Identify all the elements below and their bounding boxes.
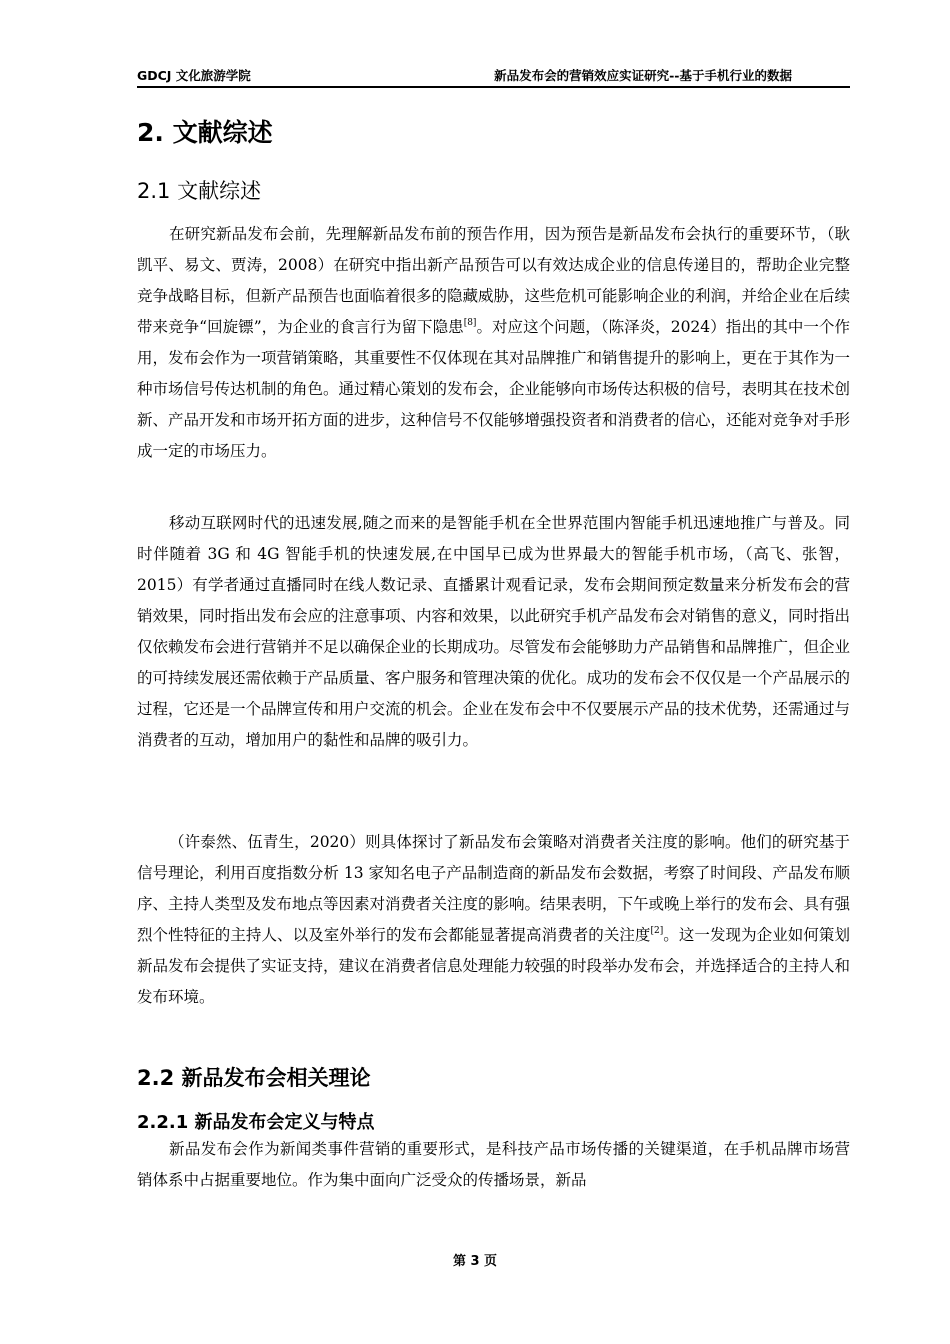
paragraph-1-text-continued: 。对应这个问题，（陈泽炎，2024）指出的其中一个作用，发布会作为一项营销策略，其重要性不仅体现在其对品牌推广和销售提升的影响上，更在于其作为一种市场信号传达机制的角色。通过精心策划的发布会，企业能够向市场传达积极的信号，表明其在技术创新、产品开发和市场开拓方面的进步，这种信号不仅能够增强投资者和消费者的信心，还能对竞争对手形成一定的市场压力。 xyxy=(137,318,851,460)
subsubsection-title-2-2-1: 2.2.1 新品发布会定义与特点 xyxy=(137,1112,375,1133)
header-paper-title: 新品发布会的营销效应实证研究--基于手机行业的数据 xyxy=(494,68,792,83)
subsection-title-2-2: 2.2 新品发布会相关理论 xyxy=(137,1066,371,1090)
page-header xyxy=(137,64,850,88)
citation-ref-8: [8] xyxy=(463,318,477,328)
citation-ref-2: [2] xyxy=(650,926,664,936)
paragraph-1 xyxy=(137,219,850,467)
section-title: 2. 文献综述 xyxy=(137,118,273,147)
subsection-title-2-1: 2.1 文献综述 xyxy=(137,179,262,203)
paragraph-1-text: 在研究新品发布会前，先理解新品发布前的预告作用，因为预告是新品发布会执行的重要环节，（耿凯平、易文、贾涛，2008）在研究中指出新产品预告可以有效达成企业的信息传递目的，帮助企业完整竞争战略目标，但新产品预告也面临着很多的隐藏威胁，这些危机可能影响企业的利润，并给企业在后续带来竞争“回旋镖”，为企业的食言行为留下隐患 xyxy=(137,225,851,336)
header-institution: GDCJ 文化旅游学院 xyxy=(137,68,251,83)
paragraph-2: 移动互联网时代的迅速发展,随之而来的是智能手机在全世界范围内智能手机迅速地推广与普及。同时伴随着 3G 和 4G 智能手机的快速发展,在中国早已成为世界最大的智能手机市场，（高飞、张智，2015）有学者通过直播同时在线人数记录、直播累计观看记录，发布会期间预定数量来分析发布会的营销效果，同时指出发布会应的注意事项、内容和效果，以此研究手机产品发布会对销售的意义，同时指出仅依赖发布会进行营销并不足以确保企业的长期成功。尽管发布会能够助力产品销售和品牌推广，但企业的可持续发展还需依赖于产品质量、客户服务和管理决策的优化。成功的发布会不仅仅是一个产品展示的过程，它还是一个品牌宣传和用户交流的机会。企业在发布会中不仅要展示产品的技术优势，还需通过与消费者的互动，增加用户的黏性和品牌的吸引力。 xyxy=(137,514,851,749)
paragraph-3-text: （许泰然、伍青生，2020）则具体探讨了新品发布会策略对消费者关注度的影响。他们的研究基于信号理论，利用百度指数分析 13 家知名电子产品制造商的新品发布会数据，考察了时间段、产品发布顺序、主持人类型及发布地点等因素对消费者关注度的影响。结果表明，下午或晚上举行的发布会、具有强烈个性特征的主持人、以及室外举行的发布会都能显著提高消费者的关注度 xyxy=(137,833,851,944)
paragraph-3-text-continued: 。这一发现为企业如何策划新品发布会提供了实证支持，建议在消费者信息处理能力较强的时段举办发布会，并选择适合的主持人和发布环境。 xyxy=(137,926,851,1006)
page-number: 第 3 页 xyxy=(452,1254,498,1269)
paragraph-3 xyxy=(137,827,850,1013)
paragraph-4: 新品发布会作为新闻类事件营销的重要形式，是科技产品市场传播的关键渠道，在手机品牌市场营销体系中占据重要地位。作为集中面向广泛受众的传播场景，新品 xyxy=(137,1140,850,1189)
